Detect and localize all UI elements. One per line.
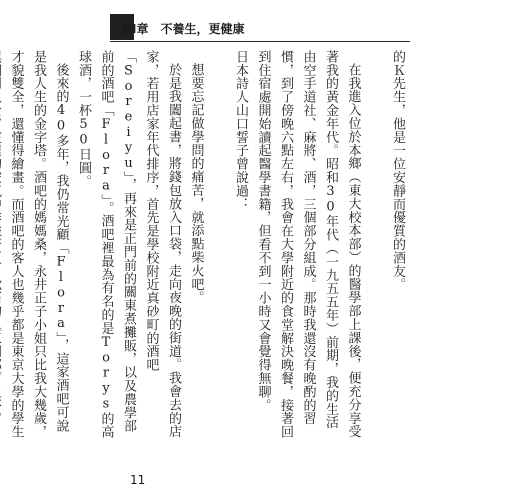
- body-paragraph: 日本詩人山口誓子曾說過：: [233, 50, 248, 211]
- body-paragraph: 想要忘記做學問的痛苦，就添點柴火吧。: [188, 63, 204, 305]
- body-paragraph: 的Ｋ先生，他是一位安靜而優質的酒友。: [390, 50, 405, 292]
- header-divider: [110, 41, 410, 42]
- page-body-text: [8, 50, 408, 440]
- running-header: [110, 14, 410, 40]
- body-paragraph: 於是我闔起書，將錢包放入口袋，走向夜晚的街道。我會去的店家，若用店家年代排序，首先是學校附近真砂町的酒吧「Soreiyu」，再來是正門前的關東煮攤販，以及農學部前的酒吧「Flora」。酒吧裡最為有名的是Torys的高球酒，一杯50日圓。: [76, 50, 181, 439]
- page-number: 11: [130, 473, 146, 487]
- chapter-title: 第Ⅰ章 不養生，更健康: [120, 22, 245, 36]
- body-paragraph: 後來的40多年，我仍常光顧「Flora」，這家酒吧可說是我人生的金字塔。酒吧的媽媽桑，永井正子小姐只比我大幾歲，才貌雙全，還懂得繪畫。而酒吧的客人也幾乎都是東京大學的學生: [8, 50, 69, 439]
- body-paragraph: 在我進入位於本鄉（東大校本部）的醫學部上課後，便充分享受著我的黃金年代。昭和30年代（一九五五年）前期，我的生活由空手道社、麻將、酒，三個部分組成。那時我還沒有晚酌的習慣，到了傍晚六點左右，我會在大學附近的食堂解決晚餐，接著回到住宿處開始讀起醫學書籍，但看不到一小時又會覺得無聊。: [255, 50, 361, 439]
